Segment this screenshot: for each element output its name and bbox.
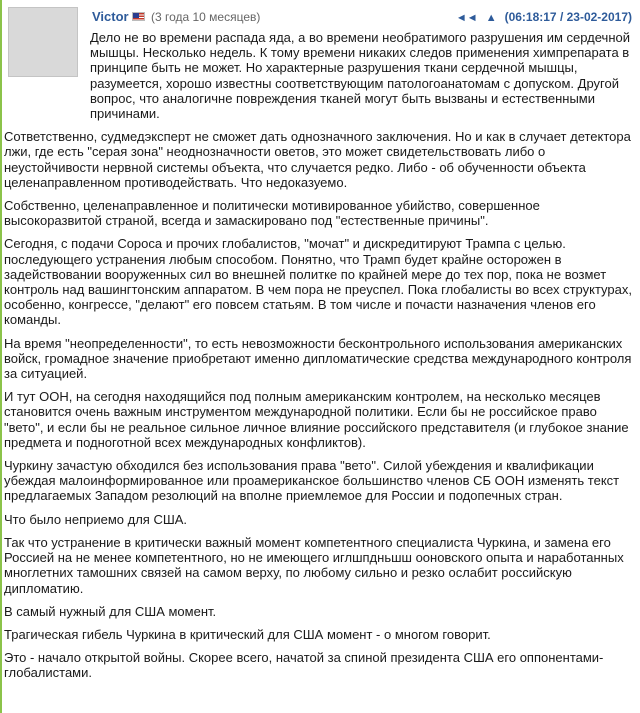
comment-left-border (0, 0, 2, 713)
usa-flag-icon (132, 12, 145, 21)
comment-paragraph: В самый нужный для США момент. (4, 603, 217, 619)
comment-paragraph: На время "неопределенности", то есть невозможности бесконтрольного использования американских войск, громадное значение приобретают именно дипломатические средства международного контроля за ситуацией. (4, 335, 632, 382)
comment-paragraph: Дело не во времени распада яда, а во времени необратимого разрушения им сердечной мышцы. Несколько недель. К тому времени никаких следов применения химпрепарата в принципе быть не может. Но характерные разрушения ткани сердечной мышцы, разумеется, хорошо известны соответствующим патологоанатомам с допуском. Другой вопрос, что аналогичне повреждения тканей могут быть вызваны и естественными причинами. (90, 30, 631, 122)
comment-paragraph: Так что устранение в критически важный момент компетентного специалиста Чуркина, и замена его Россией на не менее компетентного, но не имеющего иглшпдньшш ооновского опыта и наработанных многлетних тамошних связей на самом верху, по любому сильно и резко ослабит российскую дипломатию. (4, 534, 624, 596)
comment-paragraph: Сответственно, судмедэксперт не сможет дать однозначного заключения. Но и как в случает детектора лжи, где есть "серая зона" неоднозначности оветов, это может свидетельствовать либо о неустойчивости нервной системы объекта, что случается редко. Либо - об обученности объекта целенаправленном противодействать. Что недоказуемо. (4, 129, 631, 190)
author-name[interactable]: Victor (92, 9, 129, 24)
comment-header (92, 8, 632, 26)
reply-arrow-icon[interactable]: ◄◄ (455, 12, 478, 24)
comment-paragraph: Это - начало открытой войны. Скорее всего, начатой за спиной президента США его оппонентами-глобалистами. (4, 650, 604, 681)
comment-meta (456, 8, 632, 27)
comment-timestamp[interactable]: (06:18:17 / 23-02-2017) (504, 10, 632, 24)
up-arrow-icon[interactable]: ▲ (485, 12, 497, 24)
time-ago: (3 года 10 месяцев) (150, 10, 261, 24)
comment-paragraph: И тут ООН, на сегодня находящийся под полным американским контролем, на несколько месяцев становится очень важным инструментом международной политики. Если бы не российское право "вето", и если бы не реальное сильное личное влияние российского представителя (и глубокое знание предмета и подноготной всех международных конфликтов). (4, 389, 629, 450)
comment-paragraph: Что было неприемо для США. (4, 511, 188, 527)
comment-paragraph: Собственно, целенаправленное и политически мотивированное убийство, совершенное высокоразвитой страной, всегда и замаскировано под "естественные причины". (4, 198, 540, 229)
comment-paragraph: Сегодня, с подачи Сороса и прочих глобалистов, "мочат" и дискредитируют Трампа с целью. последующего устранения любым способом. Понятно, что Трамп будет крайне осторожен в задействовании вооруженных сил во внешней политке по крайней мере до тех пор, пока не возмет контроль над вашингтонским аппаратом. В чем пора не преуспел. Пока глобалисты во всех структурах, особенно, конгрессе, "делают" его повсем статьям. В том числе и почасти назначения членов его команды. (4, 236, 632, 328)
comment-paragraph: Трагическая гибель Чуркина в критический для США момент - о многом говорит. (4, 626, 491, 642)
comment-body (4, 30, 634, 689)
comment-paragraph: Чуркину зачастую обходился без использования права "вето". Силой убеждения и квалификации убеждая малоинформированное или проамериканское большинство членов СБ ООН изменять текст предлагаемых Западом резолюций на вполне приемлемое для России и подопечных стран. (4, 458, 620, 504)
